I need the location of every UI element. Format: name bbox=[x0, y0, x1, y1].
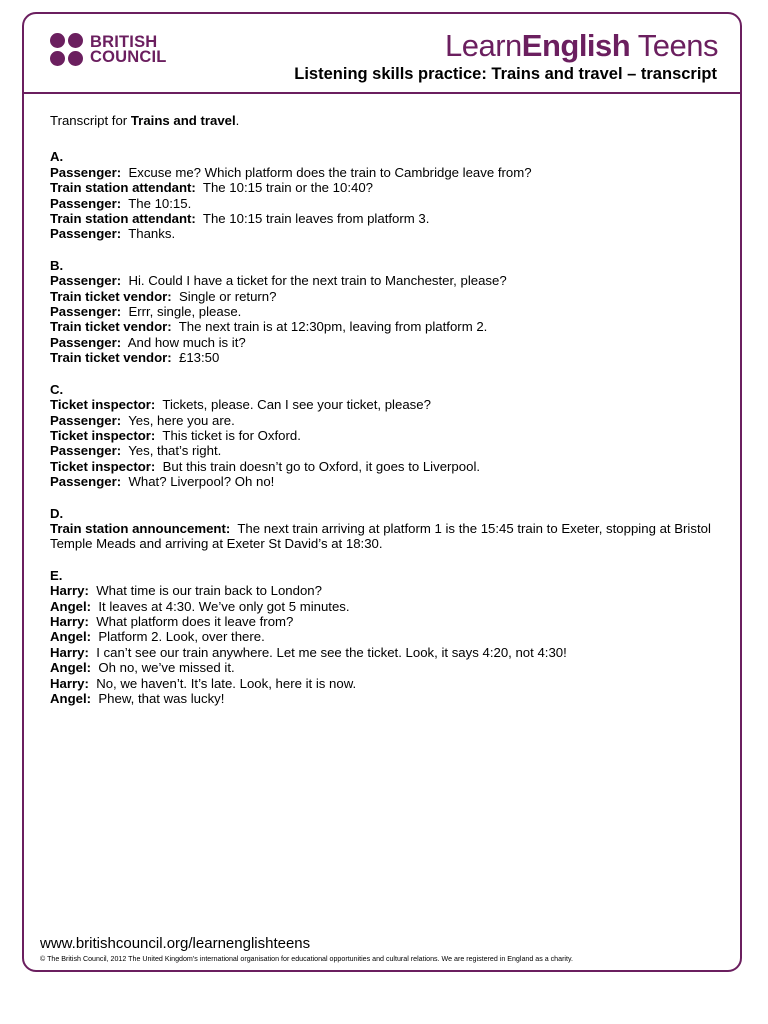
section-letter: C. bbox=[50, 381, 64, 397]
section-letter: D. bbox=[50, 505, 64, 521]
learnenglish-teens-logo: LearnEnglish Teens bbox=[444, 28, 718, 63]
dialogue-text: Yes, here you are. bbox=[128, 412, 235, 428]
speaker-label: Harry: bbox=[50, 583, 89, 599]
dialogue-text: What? Liverpool? Oh no! bbox=[128, 474, 275, 490]
speaker-label: Passenger: bbox=[50, 443, 122, 459]
dialogue-line bbox=[50, 165, 730, 180]
speaker-label: Angel: bbox=[50, 598, 92, 614]
speaker-label: Ticket inspector: bbox=[50, 427, 156, 443]
transcript-section bbox=[50, 506, 730, 552]
section-letter: B. bbox=[50, 257, 64, 273]
speaker-label: Ticket inspector: bbox=[50, 458, 156, 474]
dialogue-text: Hi. Could I have a ticket for the next train to Manchester, please? bbox=[128, 273, 507, 289]
transcript-sections bbox=[50, 149, 730, 706]
dialogue-text: But this train doesn’t go to Oxford, it goes to Liverpool. bbox=[162, 458, 481, 474]
section-letter: E. bbox=[50, 567, 63, 583]
dialogue-text: £13:50 bbox=[178, 350, 220, 366]
dialogue-text: Single or return? bbox=[178, 288, 277, 304]
speaker-label: Passenger: bbox=[50, 226, 122, 242]
dialogue-line bbox=[50, 180, 730, 195]
dialogue-text: Thanks. bbox=[128, 226, 176, 242]
dialogue-text: Errr, single, please. bbox=[128, 304, 242, 320]
transcript-section bbox=[50, 149, 730, 241]
speaker-label: Angel: bbox=[50, 629, 92, 645]
transcript-intro: Transcript for Trains and travel. bbox=[50, 113, 240, 128]
speaker-label: Passenger: bbox=[50, 304, 122, 320]
dialogue-text: Platform 2. Look, over there. bbox=[98, 629, 265, 645]
dialogue-line bbox=[50, 443, 730, 458]
dialogue-text: This ticket is for Oxford. bbox=[162, 427, 301, 443]
dialogue-line bbox=[50, 289, 730, 304]
speaker-label: Passenger: bbox=[50, 412, 122, 428]
dialogue-line bbox=[50, 521, 730, 552]
speaker-label: Angel: bbox=[50, 660, 92, 676]
speaker-label: Passenger: bbox=[50, 164, 122, 180]
dialogue-line bbox=[50, 614, 730, 629]
speaker-label: Passenger: bbox=[50, 474, 122, 490]
speaker-label: Angel: bbox=[50, 691, 92, 706]
british-council-dots-icon bbox=[50, 33, 84, 67]
dialogue-text: Oh no, we’ve missed it. bbox=[98, 660, 235, 676]
dialogue-line bbox=[50, 319, 730, 334]
british-council-logo bbox=[50, 32, 167, 68]
transcript-section bbox=[50, 568, 730, 707]
header-divider bbox=[22, 92, 742, 94]
speaker-label: Train station attendant: bbox=[50, 180, 196, 196]
dialogue-line bbox=[50, 226, 730, 241]
dialogue-line bbox=[50, 691, 730, 706]
speaker-label: Harry: bbox=[50, 613, 89, 629]
speaker-label: Passenger: bbox=[50, 195, 122, 211]
dialogue-text: The next train is at 12:30pm, leaving from platform 2. bbox=[178, 319, 488, 335]
dialogue-text: And how much is it? bbox=[127, 334, 246, 350]
dialogue-text: Phew, that was lucky! bbox=[98, 691, 225, 706]
speaker-label: Passenger: bbox=[50, 273, 122, 289]
speaker-label: Train ticket vendor: bbox=[50, 319, 172, 335]
dialogue-line bbox=[50, 196, 730, 211]
speaker-label: Harry: bbox=[50, 675, 89, 691]
dialogue-line bbox=[50, 413, 730, 428]
dialogue-line bbox=[50, 645, 730, 660]
dialogue-line bbox=[50, 474, 730, 489]
dialogue-text: No, we haven’t. It’s late. Look, here it is now. bbox=[96, 675, 357, 691]
transcript-body bbox=[50, 113, 730, 722]
dialogue-line bbox=[50, 335, 730, 350]
section-letter: A. bbox=[50, 149, 64, 165]
dialogue-text: It leaves at 4:30. We’ve only got 5 minutes. bbox=[98, 598, 350, 614]
dialogue-line bbox=[50, 459, 730, 474]
speaker-label: Passenger: bbox=[50, 334, 122, 350]
dialogue-text: Excuse me? Which platform does the train to Cambridge leave from? bbox=[128, 164, 532, 180]
dialogue-line bbox=[50, 660, 730, 675]
dialogue-line bbox=[50, 428, 730, 443]
dialogue-line bbox=[50, 629, 730, 644]
dialogue-line bbox=[50, 599, 730, 614]
dialogue-text: I can’t see our train anywhere. Let me see the ticket. Look, it says 4:20, not 4:30! bbox=[96, 644, 567, 660]
dialogue-text: The 10:15. bbox=[128, 195, 192, 211]
dialogue-text: The next train arriving at platform 1 is the 15:45 train to Exeter, stopping at Bristol Temple Meads and arriving at Exeter St David’s at 18:30. bbox=[50, 520, 711, 552]
dialogue-line bbox=[50, 304, 730, 319]
dialogue-line bbox=[50, 273, 730, 288]
dialogue-line bbox=[50, 211, 730, 226]
transcript-section bbox=[50, 382, 730, 490]
speaker-label: Harry: bbox=[50, 644, 89, 660]
speaker-label: Train station announcement: bbox=[50, 520, 231, 536]
dialogue-line bbox=[50, 397, 730, 412]
dialogue-line bbox=[50, 583, 730, 598]
speaker-label: Train ticket vendor: bbox=[50, 288, 172, 304]
transcript-section bbox=[50, 258, 730, 366]
dialogue-text: The 10:15 train or the 10:40? bbox=[202, 180, 373, 196]
dialogue-line bbox=[50, 350, 730, 365]
speaker-label: Train ticket vendor: bbox=[50, 350, 172, 366]
dialogue-text: What platform does it leave from? bbox=[96, 613, 294, 629]
british-council-wordmark: BRITISH COUNCIL bbox=[90, 33, 167, 66]
dialogue-line bbox=[50, 676, 730, 691]
footer-url: www.britishcouncil.org/learnenglishteens bbox=[40, 935, 311, 952]
document-title: Listening skills practice: Trains and travel – transcript bbox=[294, 65, 717, 83]
footer-legal: © The British Council, 2012 The United Kingdom’s international organisation for educational opportunities and cultural relations. We are registered in England as a charity. bbox=[40, 955, 573, 963]
dialogue-text: What time is our train back to London? bbox=[96, 583, 322, 599]
dialogue-text: Yes, that’s right. bbox=[128, 443, 222, 459]
speaker-label: Train station attendant: bbox=[50, 211, 196, 227]
speaker-label: Ticket inspector: bbox=[50, 397, 156, 413]
dialogue-text: Tickets, please. Can I see your ticket, please? bbox=[162, 397, 431, 413]
dialogue-text: The 10:15 train leaves from platform 3. bbox=[202, 211, 430, 227]
